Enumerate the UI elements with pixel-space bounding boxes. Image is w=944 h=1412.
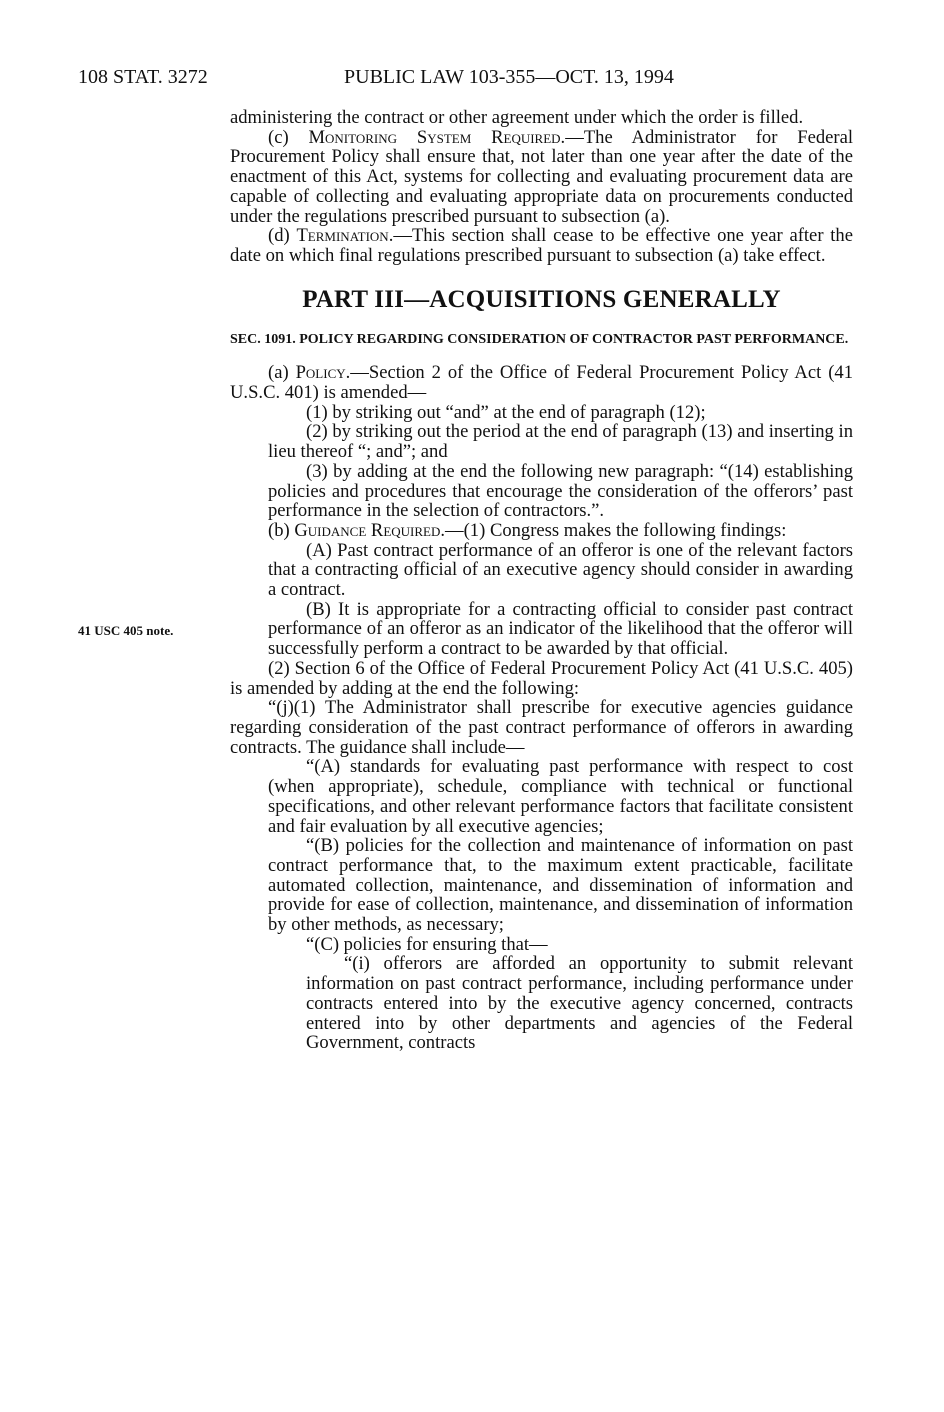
section-heading <box>230 331 853 349</box>
section-number: SEC. 1091. <box>230 332 296 348</box>
amendment-paragraph-1: (1) by striking out “and” at the end of paragraph (12); <box>306 401 706 423</box>
subsection-a <box>230 363 853 402</box>
subsection-b-text: —(1) Congress makes the following findings: <box>445 519 787 541</box>
subsection-c <box>230 128 853 227</box>
subsection-a-label: (a) <box>268 362 296 384</box>
subsection-d <box>230 226 853 265</box>
subsection-a-text: —Section 2 of the Office of Federal Procurement Policy Act (41 U.S.C. 401) is amended— <box>230 362 853 404</box>
subsection-a-heading: Policy. <box>295 362 351 384</box>
margin-citation-note: 41 USC 405 note. <box>78 623 174 638</box>
subsection-b <box>230 521 853 541</box>
finding-a: (A) Past contract performance of an offeror is one of the relevant factors that a contracting official of an executive agency should consider in awarding a contract. <box>268 539 853 601</box>
public-law-header: PUBLIC LAW 103-355—OCT. 13, 1994 <box>344 66 674 88</box>
guidance-item-c: “(C) policies for ensuring that— <box>306 933 548 955</box>
subsection-b-paragraph-2: (2) Section 6 of the Office of Federal Procurement Policy Act (41 U.S.C. 405) is amended by adding at the end the following: <box>230 657 853 699</box>
finding-b: (B) It is appropriate for a contracting official to consider past contract performance of an offeror as an indicator of the likelihood that the offeror will successfully perform a contract to be awarded by that official. <box>268 598 853 660</box>
part-heading: PART III—ACQUISITIONS GENERALLY <box>302 285 781 313</box>
guidance-item-c-i: “(i) offerors are afforded an opportunity to submit relevant information on past contract performance, including performance under contracts entered into by the executive agency concerned, contracts entered into by other departments and agencies of the Federal Government, contracts <box>306 953 853 1054</box>
subsection-c-label: (c) <box>268 126 309 148</box>
continued-paragraph: administering the contract or other agreement under which the order is filled. <box>230 107 804 128</box>
subsection-c-heading: Monitoring System Required. <box>308 126 566 148</box>
subsection-d-text: —This section shall cease to be effective one year after the date on which final regulations prescribed pursuant to subsection (a) take effect. <box>230 225 853 266</box>
amendment-paragraph-3: (3) by adding at the end the following new paragraph: “(14) establishing policies and procedures that encourage the consideration of the offerors’ past performance in the selection of contractors.”. <box>268 460 853 522</box>
guidance-item-b: “(B) policies for the collection and maintenance of information on past contract performance that, to the maximum extent practicable, facilitate automated collection, maintenance, and dissemination of information and provide for ease of collection, maintenance, and dissemination of information by other methods, as necessary; <box>268 835 853 936</box>
subsection-d-heading: Termination. <box>296 225 394 247</box>
stat-page-number: 108 STAT. 3272 <box>78 66 208 88</box>
body-text-column <box>230 108 853 1053</box>
subsection-c-text: —The Administrator for Federal Procurement Policy shall ensure that, not later than one year after the date of the enactment of this Act, systems for collecting and evaluating procurement data are capable of collecting and evaluating appropriate data on procurements conducted under the regulations prescribed pursuant to subsection (a). <box>230 126 853 227</box>
subsection-b-heading: Guidance Required. <box>294 519 446 541</box>
subsection-b-label: (b) <box>268 519 295 541</box>
amendment-paragraph-2: (2) by striking out the period at the end of paragraph (13) and inserting in lieu thereof “; and”; and <box>268 421 853 463</box>
section-title: POLICY REGARDING CONSIDERATION OF CONTRACTOR PAST PERFORMANCE. <box>299 332 849 348</box>
subsection-j-paragraph-1: “(j)(1) The Administrator shall prescribe for executive agencies guidance regarding consideration of the past contract performance of offerors in awarding contracts. The guidance shall include— <box>230 697 853 758</box>
subsection-d-label: (d) <box>268 225 297 247</box>
guidance-item-a: “(A) standards for evaluating past performance with respect to cost (when appropriate), schedule, compliance with technical or functional specifications, and other relevant performance factors that facilitate consistent and fair evaluation by all executive agencies; <box>268 756 853 837</box>
